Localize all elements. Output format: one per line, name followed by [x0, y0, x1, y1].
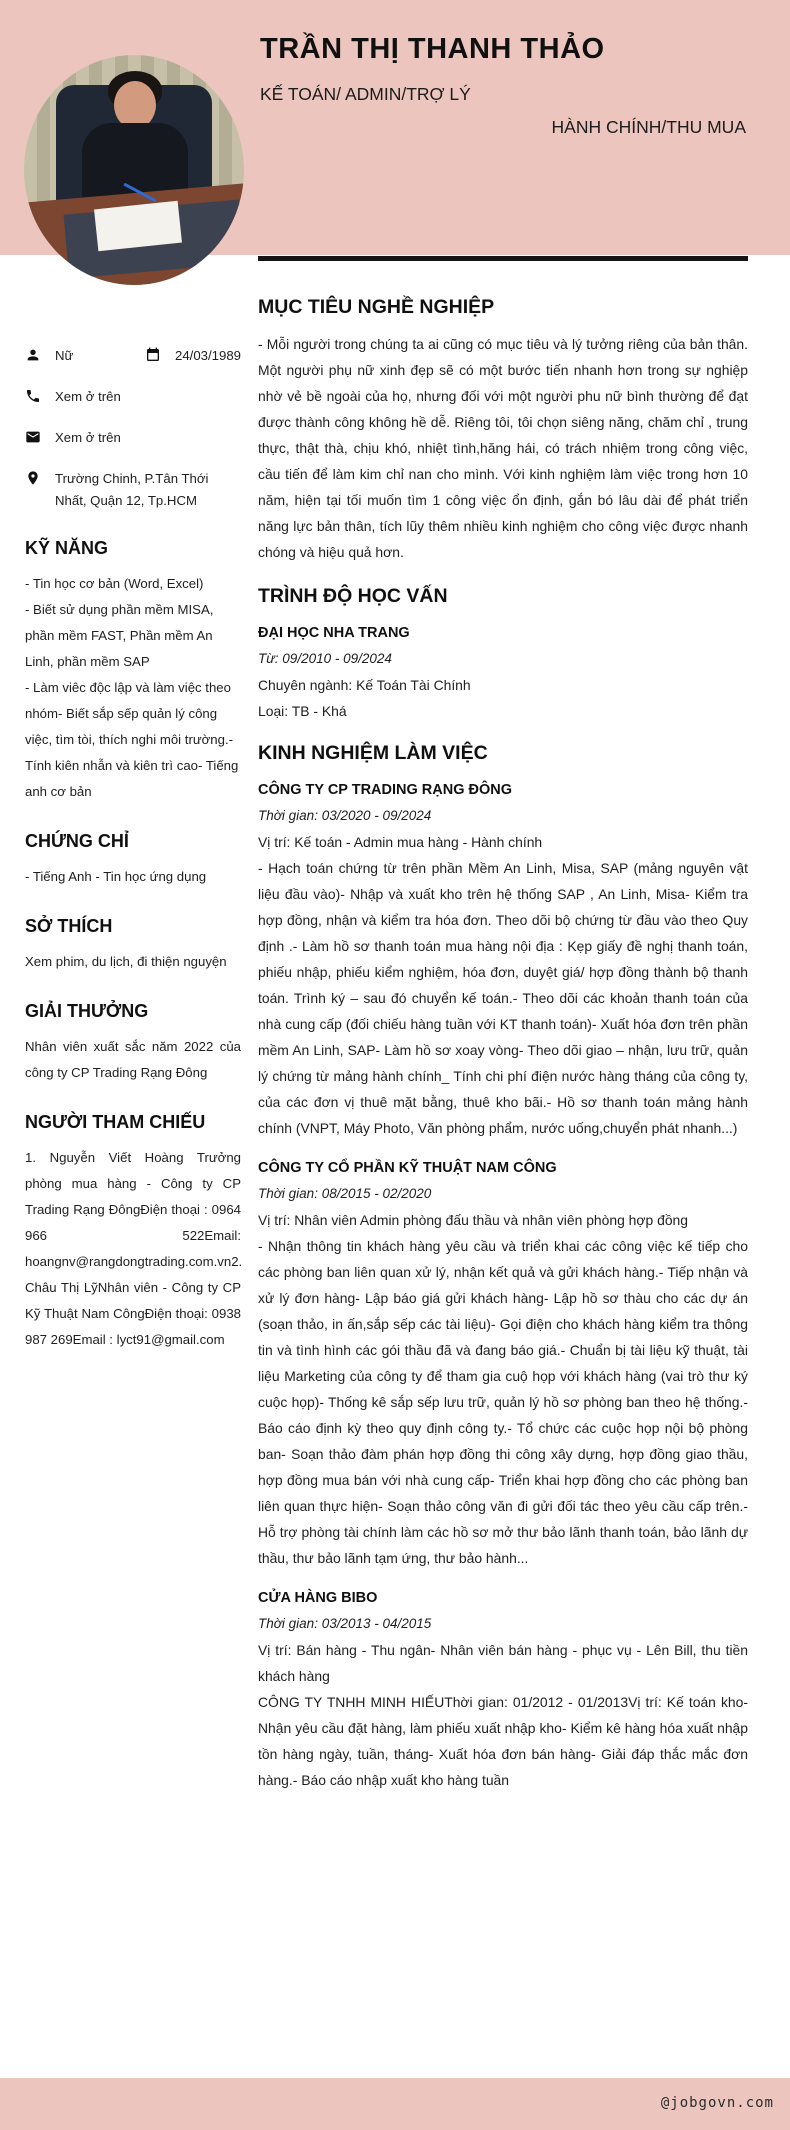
skills-list — [25, 571, 241, 805]
person-icon — [25, 345, 55, 370]
watermark-text: @jobgovn.com — [660, 2095, 774, 2111]
experience-description: - Hạch toán chứng từ trên phần Mềm An Linh, Misa, SAP (mảng nguyên vật liệu đầu vào)- Nhập và xuất kho trên hệ thống SAP , An Linh, Misa- Kiểm tra hợp đồng, nhận và kiểm tra hóa đơn. Theo dõi bộ chứng từ đầu vào theo Quy định .- Làm hồ sơ thanh toán mua hàng nội địa : Kẹp giấy đề nghị thanh toán, phiếu nhập, phiếu kiểm nghiệm, hóa đơn, duyệt giá/ hợp đồng thành bộ thanh toán. Trình ký – sau đó chuyển kế toán.- Theo dõi các khoản thanh toán của nhà cung cấp (đối chiếu hàng tuần với KT thanh toán)- Xuất hóa đơn trên phần mềm An Linh, SAP- Làm hồ sơ xoay vòng- Theo dõi giao – nhận, lưu trữ, quản lý chứng từ mảng hành chính_ Tính chi phí điện nước hàng tháng của công ty, của các đơn vị thuê mặt bằng, thuê kho bãi.- Hồ sơ thanh toán mảng hành chính (VNPT, Máy Photo, Văn phòng phẩm, nước uống,chuyển phát nhanh...) — [258, 860, 748, 1136]
experience-time: Thời gian: 03/2020 - 09/2024 — [258, 808, 432, 823]
contact-row-gender-birthday — [25, 345, 241, 370]
section-heading-education: TRÌNH ĐỘ HỌC VẤN — [258, 585, 448, 607]
company-name: CÔNG TY CỔ PHẦN KỸ THUẬT NAM CÔNG — [258, 1160, 557, 1176]
calendar-icon — [145, 345, 175, 370]
school-name: ĐẠI HỌC NHA TRANG — [258, 625, 410, 641]
contact-address — [25, 468, 241, 512]
photo-face-shape — [114, 81, 156, 129]
contact-email — [25, 427, 241, 452]
experience-description: CÔNG TY TNHH MINH HIẾUThời gian: 01/2012 - 01/2013Vị trí: Kế toán kho- Nhận yêu cầu đặt hàng, làm phiếu xuất nhập kho- Kiểm kê hàng hóa xuất nhập tồn hàng ngày, tuần, tháng- Xuất hóa đơn bán hàng- Giải đáp thắc mắc đơn hàng.- Báo cáo nhập xuất kho hàng tuần — [258, 1694, 748, 1788]
header-divider — [258, 256, 748, 261]
hobbies-text: Xem phim, du lịch, đi thiện nguyện — [25, 954, 227, 969]
skills-line: - Biết sử dụng phần mềm MISA, phần mềm FAST, Phần mềm An Linh, phần mềm SAP — [25, 602, 214, 669]
section-heading-references: NGƯỜI THAM CHIẾU — [25, 1112, 206, 1132]
location-icon — [25, 468, 55, 493]
references-text: 1. Nguyễn Viết Hoàng Trưởng phòng mua hàng - Công ty CP Trading Rạng ĐôngĐiện thoại : 0964 966 522Email: hoangnv@rangdongtrading.com.vn2. Châu Thị LỹNhân viên - Công ty CP Kỹ Thuật Nam CôngĐiện thoại: 0938 987 269Email : lyct91@gmail.com — [25, 1150, 243, 1347]
photo-paper-shape — [94, 201, 182, 252]
section-heading-awards: GIẢI THƯỞNG — [25, 1001, 149, 1021]
contact-gender — [25, 345, 73, 370]
email-value: Xem ở trên — [55, 430, 121, 445]
job-title — [260, 78, 746, 144]
header-text-block — [260, 30, 746, 144]
company-name: CỬA HÀNG BIBO — [258, 1590, 378, 1606]
sidebar — [25, 345, 241, 1353]
experience-position: Vị trí: Bán hàng - Thu ngân- Nhân viên bán hàng - phục vụ - Lên Bill, thu tiền khách hàng — [258, 1642, 748, 1684]
section-heading-hobbies: SỞ THÍCH — [25, 916, 113, 936]
contact-birthday — [145, 345, 241, 370]
phone-value: Xem ở trên — [55, 389, 121, 404]
candidate-name: TRẦN THỊ THANH THẢO — [260, 33, 605, 65]
certificates-text: - Tiếng Anh - Tin học ứng dụng — [25, 869, 207, 884]
experience-item — [258, 1155, 748, 1571]
experience-time: Thời gian: 08/2015 - 02/2020 — [258, 1186, 432, 1201]
experience-time: Thời gian: 03/2013 - 04/2015 — [258, 1616, 432, 1631]
phone-icon — [25, 386, 55, 411]
awards-text: Nhân viên xuất sắc năm 2022 của công ty CP Trading Rạng Đông — [25, 1039, 241, 1080]
section-heading-experience: KINH NGHIỆM LÀM VIỆC — [258, 742, 488, 764]
experience-item — [258, 777, 748, 1141]
experience-position: Vị trí: Nhân viên Admin phòng đấu thầu và nhân viên phòng hợp đồng — [258, 1212, 688, 1228]
gender-value: Nữ — [55, 348, 74, 363]
address-value: Trường Chinh, P.Tân Thới Nhất, Quận 12, Tp.HCM — [55, 471, 209, 508]
education-time: Từ: 09/2010 - 09/2024 — [258, 651, 392, 666]
job-title-line1: KẾ TOÁN/ ADMIN/TRỢ LÝ — [260, 84, 471, 104]
job-title-line2: HÀNH CHÍNH/THU MUA — [551, 117, 746, 137]
skills-line: - Làm viêc độc lập và làm việc theo nhóm- Biết sắp sếp quản lý công việc, tìm tòi, thích nghi môi trường.- Tính kiên nhẫn và kiên trì cao- Tiếng anh cơ bản — [25, 680, 239, 799]
section-heading-certificates: CHỨNG CHỈ — [25, 831, 129, 851]
skills-line: - Tin học cơ bản (Word, Excel) — [25, 576, 204, 591]
experience-position: Vị trí: Kế toán - Admin mua hàng - Hành chính — [258, 834, 543, 850]
experience-item — [258, 1585, 748, 1793]
footer-bar — [0, 2078, 790, 2130]
profile-photo — [24, 55, 244, 285]
contact-phone — [25, 386, 241, 411]
email-icon — [25, 427, 55, 452]
experience-description: - Nhận thông tin khách hàng yêu cầu và triển khai các công việc kế tiếp cho các phòng ban liên quan xử lý, nhận kết quả và gửi khách hàng.- Tiếp nhận và xử lý đơn hàng- Lập báo giá gửi khách hàng- Lập hồ sơ thàu cho các dự án (soạn thảo, in ấn,sắp sếp các tài liệu)- Gọi điện cho khách hàng kiểm tra thông tin và tình hình các gói thầu đã và đang báo giá.- Chuẩn bị tài liệu kỹ thuật, tài liệu Marketing của công ty để tham gia cuộ họp với khách hàng (vai trò thư ký cuộc họp)- Thống kê sắp sếp lưu trữ, quản lý hồ sơ phòng ban theo hệ thống.- Báo cáo định kỳ theo quy định công ty.- Tổ chức các cuộc họp nội bộ phòng ban- Soạn thảo đàm phán hợp đồng thi công xây dựng, hợp đồng giao thầu, hợp đồng mua bán với nhà cung cấp- Triển khai hợp đồng cho các phòng ban liên quan thực hiện- Soạn thảo công văn đi gửi đối tác theo yêu cầu cấp trên.- Hỗ trợ phòng tài chính làm các hồ sơ mở thư bảo lãnh thanh toán, bảo lãnh dự thầu, thư bảo lãnh tạm ứng, thư bảo hành... — [258, 1238, 748, 1566]
objective-text: - Mỗi người trong chúng ta ai cũng có mục tiêu và lý tưởng riêng của bản thân. Một người phụ nữ xinh đẹp sẽ có một bước tiến nhanh hơn trong sự nghiệp nhờ vẻ bề ngoài của họ, nhưng đối với một người phu nữ bình thường để đạt được thành công không hề dễ. Riêng tôi, tôi chọn siêng năng, chăm chỉ , trung thực, thật thà, chịu khó, nhiệt tình,hăng hái, có trách nhiệm trong công việc, cầu tiến để làm kim chỉ nan cho mình. Với kinh nghiệm làm việc trong hơn 10 năm, hiện tại tối muốn tìm 1 công việc ổn định, gắn bó lâu dài để phát triển năng lực bản thân, tích lũy thêm nhiều kinh nghiệm cho công việc được nhanh chóng và hiệu quả hơn. — [258, 336, 748, 560]
education-grade: Loại: TB - Khá — [258, 703, 347, 719]
birthday-value: 24/03/1989 — [174, 348, 241, 363]
education-major: Chuyên ngành: Kế Toán Tài Chính — [258, 677, 471, 693]
section-heading-objective: MỤC TIÊU NGHỀ NGHIỆP — [258, 296, 495, 318]
main-column — [258, 296, 748, 1807]
company-name: CÔNG TY CP TRADING RẠNG ĐÔNG — [258, 782, 513, 798]
section-heading-skills: KỸ NĂNG — [25, 538, 109, 558]
